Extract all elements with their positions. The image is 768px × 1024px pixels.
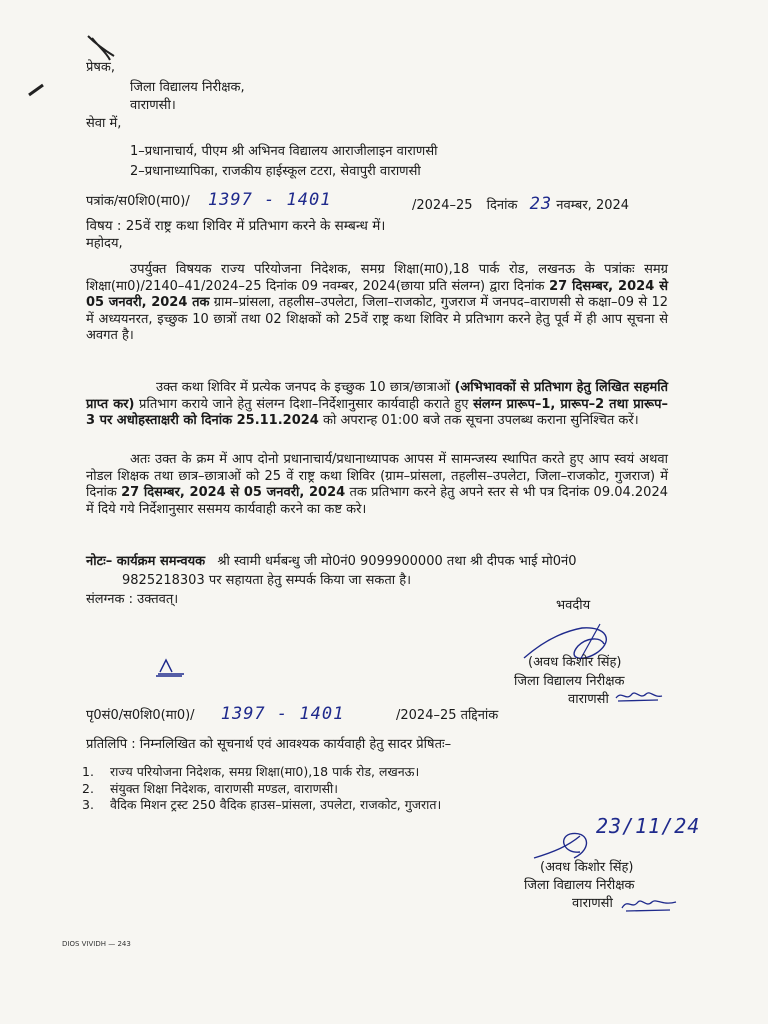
para2-text-b: प्रतिभाग कराये जाने हेतु संलग्न दिशा–निर्देशानुसार कार्यवाही कराते हुए (134, 396, 474, 412)
list-text: राज्य परियोजना निदेशक, समग्र शिक्षा(मा0),18 पार्क रोड, लखनऊ। (110, 764, 420, 779)
list-text: वैदिक मिशन ट्रस्ट 250 वैदिक हाउस–प्रांसला, उपलेटा, राजकोट, गुजरात। (110, 797, 442, 812)
paragraph-3 (86, 452, 668, 518)
signature-2-scribble-icon (524, 824, 594, 864)
list-item (82, 764, 441, 781)
para3-bold-dates: 27 दिसम्बर, 2024 से 05 जनवरी, 2024 (121, 485, 346, 501)
list-number: 3. (82, 797, 94, 812)
note-line2: 9825218303 पर सहायता हेतु सम्पर्क किया जा सकता है। (122, 573, 412, 588)
initials-1-icon (614, 688, 664, 704)
signature-2-designation: जिला विद्यालय निरीक्षक (524, 878, 635, 893)
salutation: महोदय, (86, 236, 123, 251)
list-number: 1. (82, 764, 94, 779)
subject-label: विषय : (86, 218, 122, 234)
para3-text-b: तक प्रतिभाग करने हेतु अपने स्तर से भी पत्र दिनांक 09.04.2024 में दिये गये निर्देशानुसार ससमय कार्यवाही करने का कष्ट करे। (86, 485, 668, 517)
note-label: नोटः– कार्यक्रम समन्वयक (86, 554, 206, 569)
initials-2-icon (620, 896, 680, 914)
subject-text: 25वें राष्ट्र कथा शिविर में प्रतिभाग करने के सम्बन्ध में। (125, 218, 386, 234)
copy-to-list (82, 764, 441, 814)
signature-2-handwritten-date: 23/11/24 (596, 814, 701, 838)
para2-text-c: को अपरान्ह 01:00 बजे तक सूचना उपलब्ध कराना सुनिश्चित करें। (318, 413, 639, 429)
reference-line (86, 192, 332, 210)
margin-mark-icon (28, 84, 44, 96)
footer-code: DIOS VIVIDH — 243 (62, 940, 131, 948)
para1-text-a: उपर्युक्त विषयक राज्य परियोजना निदेशक, समग्र शिक्षा(मा0),18 पार्क रोड, लखनऊ के पत्रांकः समग्र शिक्षा(मा0)/2140–41/2024–25 दिनांक 09 नवम्बर, 2024(छाया प्रति संलग्न) द्वारा दिनांक (86, 262, 668, 294)
note-line1 (86, 554, 577, 570)
list-item (82, 797, 441, 814)
date-label: दिनांक (486, 198, 518, 213)
recipient-2: 2–प्रधानाध्यापिका, राजकीय हाईस्कूल टटरा, सेवापुरी वाराणसी (130, 164, 421, 179)
endorsement-prefix: पृ0सं0/स0शि0(मा0)/ (86, 708, 195, 723)
sender-line2: वाराणसी। (130, 98, 176, 113)
to-label: सेवा में, (86, 116, 122, 131)
reference-date (412, 196, 629, 214)
list-item (82, 781, 441, 798)
initial-mark-icon (154, 656, 188, 678)
pen-mark-icon (86, 34, 116, 62)
list-text: संयुक्त शिक्षा निदेशक, वाराणसी मण्डल, वाराणसी। (110, 780, 339, 796)
signature-2-name: (अवध किशोर सिंह) (540, 860, 634, 875)
paragraph-2 (86, 380, 668, 430)
signature-2-place: वाराणसी (572, 896, 613, 911)
paragraph-1 (86, 262, 668, 345)
signature-1-name: (अवध किशोर सिंह) (528, 655, 622, 670)
handwritten-day: 23 (529, 194, 553, 214)
enclosure: संलग्नक : उक्तवत्। (86, 592, 179, 607)
copy-to-label: प्रतिलिपि : निम्नलिखित को सूचनार्थ एवं आवश्यक कार्यवाही हेतु सादर प्रेषितः– (86, 737, 452, 752)
signature-1-designation: जिला विद्यालय निरीक्षक (514, 674, 625, 689)
endorsement-handwritten-number: 1397 - 1401 (220, 704, 345, 724)
para2-bold-consent: (अभिभावकों से प्रतिभाग हेतु लिखित सहमति प्राप्त कर) (86, 380, 669, 412)
para1-bold-dates: 27 दिसम्बर, 2024 से 05 जनवरी, 2024 तक (86, 278, 668, 311)
reference-prefix: पत्रांक/स0शि0(मा0)/ (86, 194, 190, 209)
subject-line (86, 218, 385, 234)
note-text-1: श्री स्वामी धर्मबन्धु जी मो0नं0 9099900000 तथा श्री दीपक भाई मो0नं0 (217, 554, 577, 569)
para2-bold-formats: संलग्न प्रारूप–1, प्रारूप–2 तथा प्रारूप–3 पर अधोहस्ताक्षरी को दिनांक 25.11.2024 (86, 396, 669, 429)
para3-text-a: अतः उक्त के क्रम में आप दोनो प्रधानाचार्य/प्रधानाध्यापक आपस में सामन्जस्य स्थापित करते हुए आप स्वयं अथवा नोडल शिक्षक तथा छात्र–छात्राओं को 25 वें राष्ट्र कथा शिविर (ग्राम–प्रांसला, तहलीस–उपलेटा, जिला–राजकोट, गुजराज) में दिनांक (86, 452, 668, 501)
list-number: 2. (82, 780, 94, 796)
handwritten-reference-number: 1397 - 1401 (207, 190, 332, 210)
para1-text-b: ग्राम–प्रांसला, तहलीस–उपलेटा, जिला–राजकोट, गुजराज में जनपद–वाराणसी से कक्षा–09 से 12 में अध्ययनरत, इच्छुक 10 छात्रों तथा 02 शिक्षकों को 25वें राष्ट्र कथा शिविर मे प्रतिभाग करने हेतु पूर्व में ही आप सूचना से अवगत है। (86, 295, 668, 344)
endorsement-suffix: /2024–25 तद्दिनांक (396, 708, 499, 723)
para2-text-a: उक्त कथा शिविर में प्रत्येक जनपद के इच्छुक 10 छात्र/छात्राओं (156, 380, 455, 395)
closing: भवदीय (556, 598, 591, 613)
endorsement-line (86, 706, 344, 724)
sender-label: प्रेषक, (86, 60, 116, 75)
date-rest: नवम्बर, 2024 (556, 198, 630, 213)
reference-year: /2024–25 (412, 198, 473, 213)
signature-1-place: वाराणसी (568, 692, 609, 707)
recipient-1: 1–प्रधानाचार्य, पीएम श्री अभिनव विद्यालय आराजीलाइन वाराणसी (130, 144, 438, 159)
sender-line1: जिला विद्यालय निरीक्षक, (130, 80, 245, 95)
